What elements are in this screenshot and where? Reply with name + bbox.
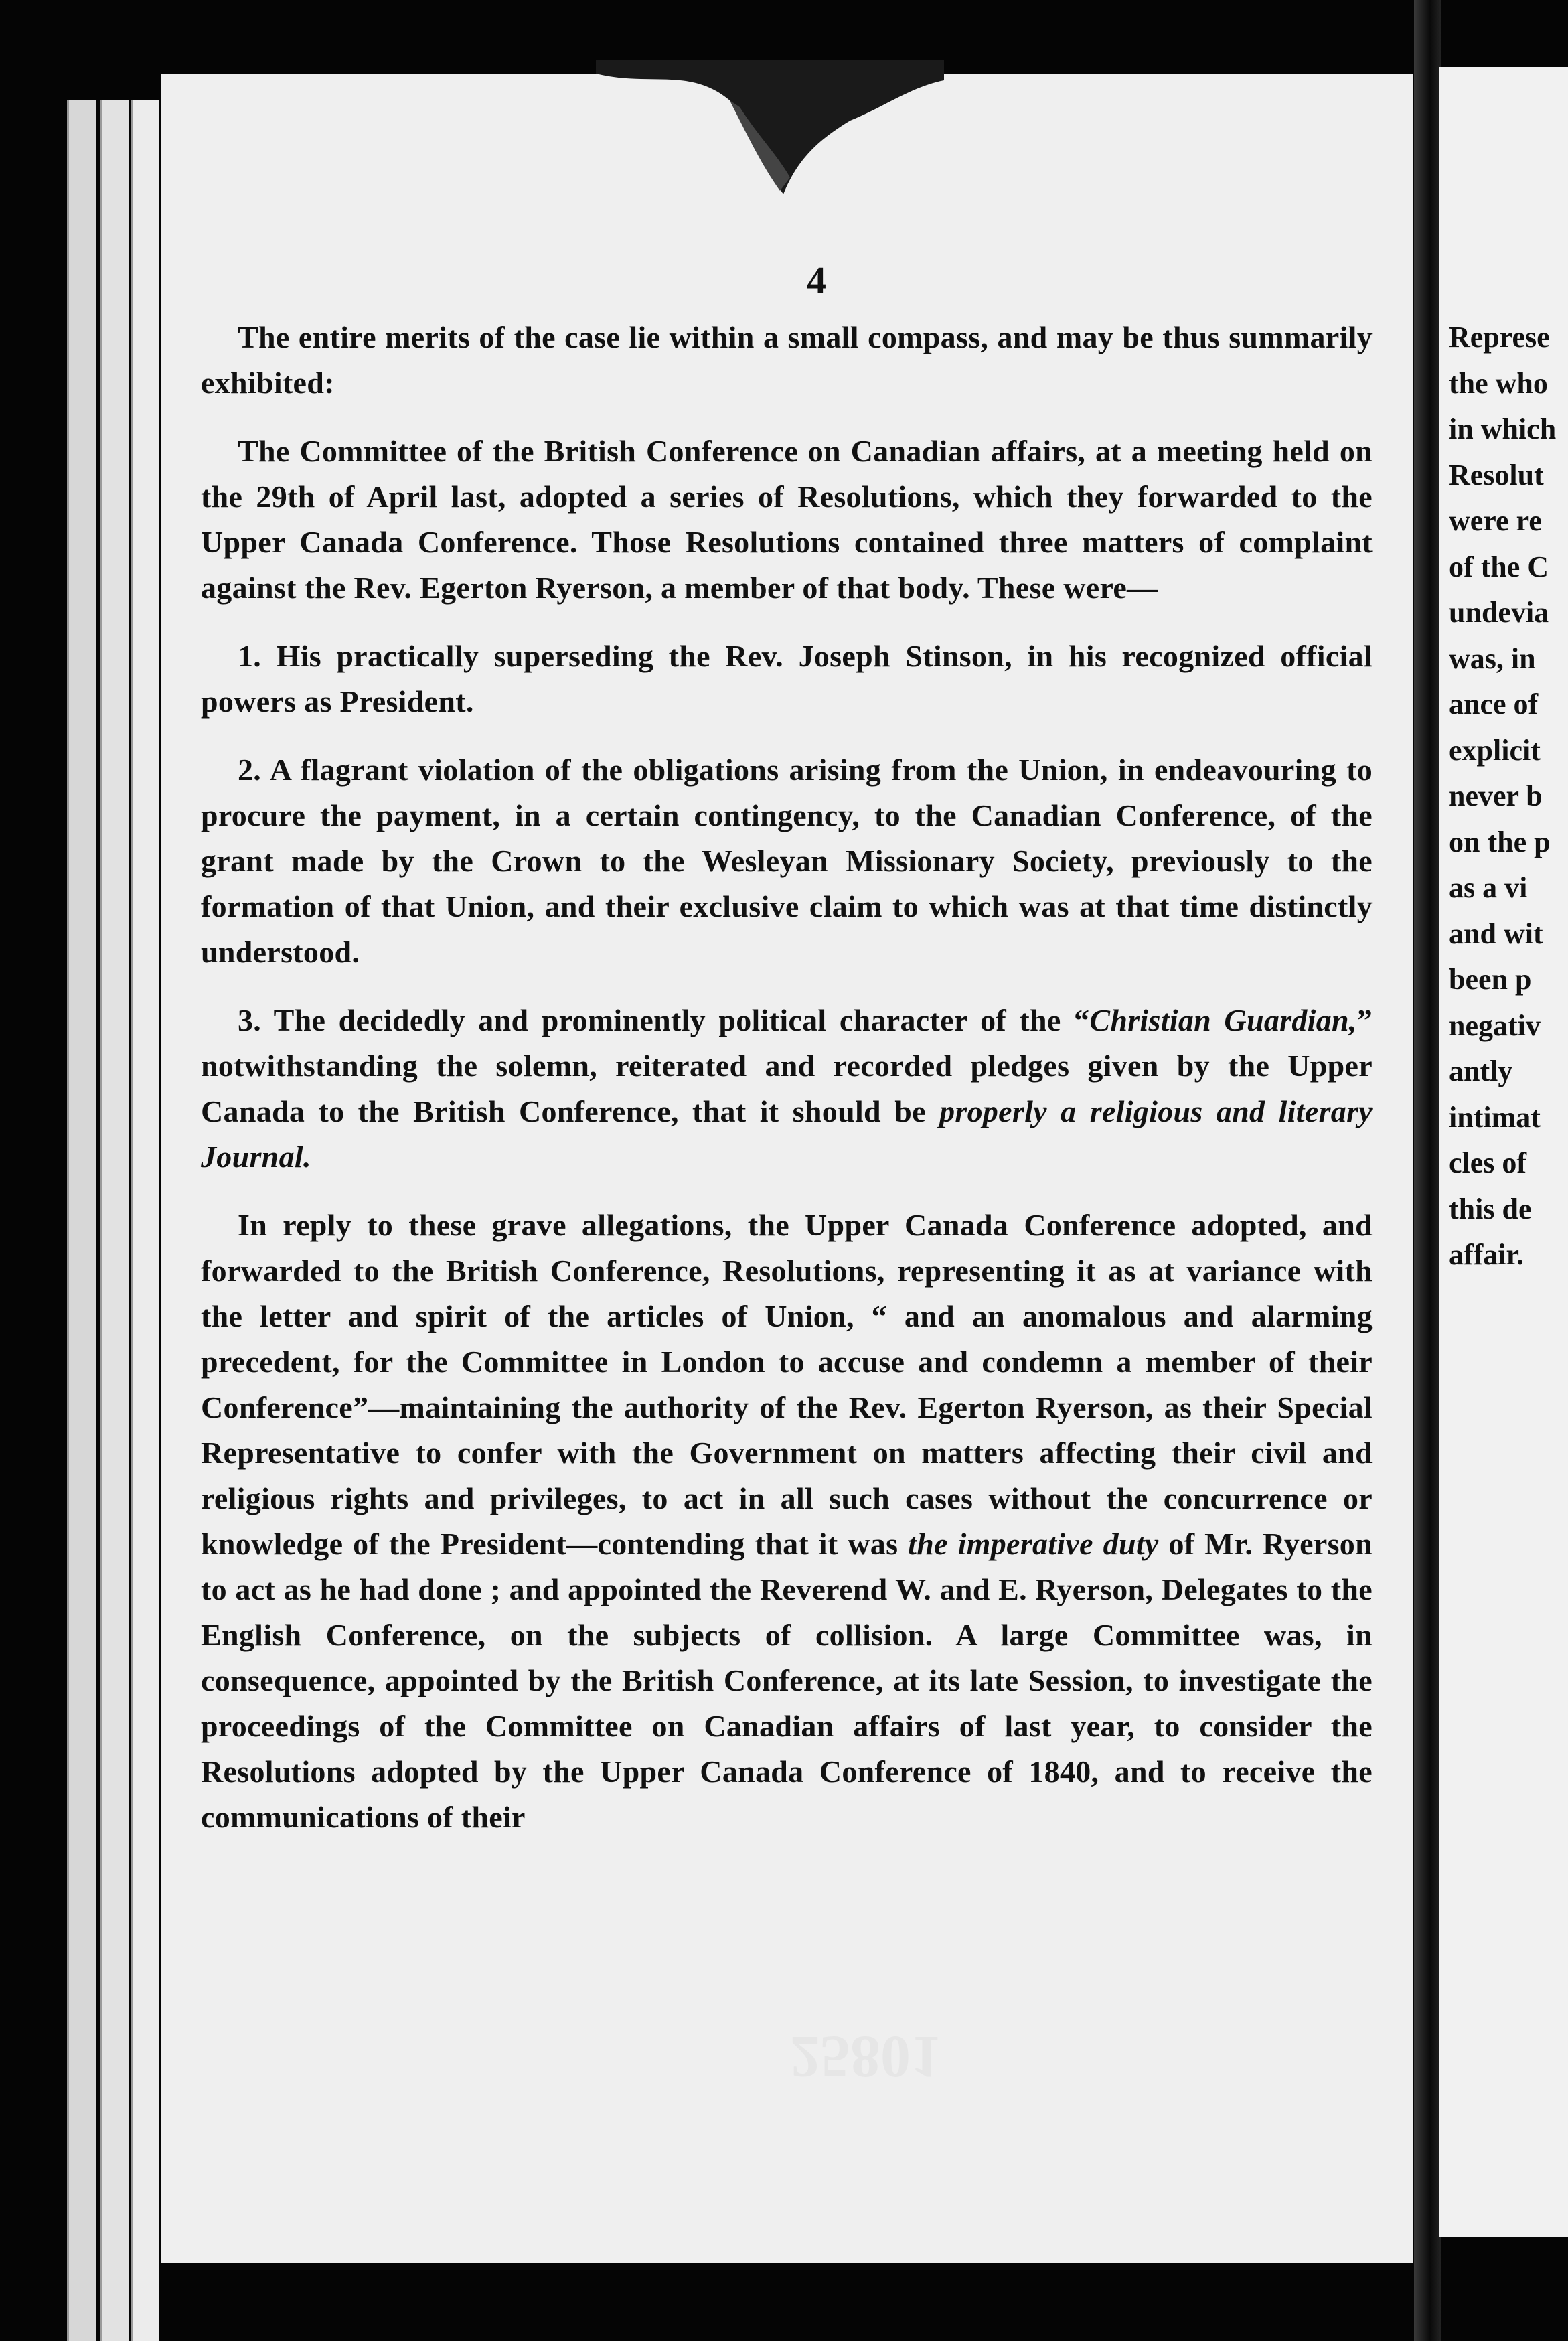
text-run: ” notwithstanding the solemn, reiterated and recorded pledges given by the Upper Canada to the British Conference, that it should be (201, 1003, 1373, 1128)
book-gutter (1414, 0, 1441, 2341)
facing-line: was, in (1449, 641, 1536, 675)
torn-corner-mark (596, 60, 944, 248)
facing-line: explicit (1449, 733, 1541, 767)
italic-phrase: properly a religious and literary Journal. (201, 1094, 1373, 1174)
facing-line: in which (1449, 412, 1557, 445)
facing-line: affair. (1449, 1238, 1524, 1271)
facing-line: this de (1449, 1192, 1532, 1225)
paragraph (201, 1203, 1373, 1840)
page-edge (100, 100, 129, 2341)
facing-line: undevia (1449, 596, 1549, 629)
facing-line: never b (1449, 779, 1543, 812)
facing-line: as a vi (1449, 871, 1528, 904)
facing-line: intimat (1449, 1100, 1541, 1134)
paragraph (201, 998, 1373, 1180)
facing-line: Represe (1449, 321, 1550, 354)
facing-line: cles of (1449, 1146, 1527, 1179)
facing-line: and wit (1449, 917, 1543, 950)
paragraph: The entire merits of the case lie within a small compass, and may be thus summarily exhibited: (201, 320, 1373, 400)
paragraph: 2. A flagrant violation of the obligations arising from the Union, in endeavouring to procure the payment, in a certain contingency, to the Canadian Conference, of the grant made by the Crown to the Wesleyan Missionary Society, previously to the formation of that Union, and their exclusive claim to which was at that time distinctly understood. (201, 753, 1373, 969)
text-run: In reply to these grave allegations, the Upper Canada Conference adopted, and forwarded to the British Conference, Resolutions, representing it as at variance with the letter and spirit of the articles of Union, “ and an anomalous and alarming precedent, for the Committee in London to accuse and condemn a member of their Conference”—maintaining the authority of the Rev. Egerton Ryerson, as their Special Representative to confer with the Government on matters affecting their civil and religious rights and privileges, to act in all such cases without the concurrence or knowledge of the President—contending that it was (201, 1208, 1373, 1561)
facing-line: antly (1449, 1055, 1513, 1087)
paragraph: 1. His practically superseding the Rev. Joseph Stinson, in his recognized official powers as President. (201, 639, 1373, 719)
italic-title: Christian Guardian, (1089, 1003, 1357, 1037)
facing-line: negativ (1449, 1008, 1541, 1042)
paragraph: The Committee of the British Conference on Canadian affairs, at a meeting held on the 29th of April last, adopted a series of Resolutions, which they forwarded to the Upper Canada Conference. Those Resolutions contained three matters of complaint against the Rev. Egerton Ryerson, a member of that body. These were— (201, 434, 1373, 605)
facing-page (1439, 67, 1568, 2237)
page-number: 4 (807, 258, 826, 302)
page-edge (67, 100, 96, 2341)
bleed-through-number: 25801 (790, 2024, 941, 2090)
facing-line: on the p (1449, 825, 1551, 858)
page-body (201, 315, 1373, 1863)
page-edge (131, 100, 159, 2341)
text-run: of Mr. Ryerson to act as he had done ; and appointed the Reverend W. and E. Ryerson, Delegates to the English Conference, on the subjects of collision. A large Committee was, in consequence, appointed by the British Conference, at its late Session, to investigate the proceedings of the Committee on Canadian affairs of last year, to consider the Resolutions adopted by the Upper Canada Conference of 1840, and to receive the communications of their (201, 1527, 1373, 1834)
text-run: 3. The decidedly and prominently political character of the “ (238, 1003, 1090, 1037)
facing-page-lines (1449, 315, 1556, 1278)
italic-phrase: the imperative duty (908, 1527, 1159, 1561)
facing-line: been p (1449, 963, 1532, 996)
facing-line: were re (1449, 504, 1542, 537)
facing-line: of the C (1449, 550, 1549, 583)
facing-line: the who (1449, 366, 1548, 400)
facing-line: ance of (1449, 688, 1539, 721)
facing-line: Resolut (1449, 458, 1544, 492)
